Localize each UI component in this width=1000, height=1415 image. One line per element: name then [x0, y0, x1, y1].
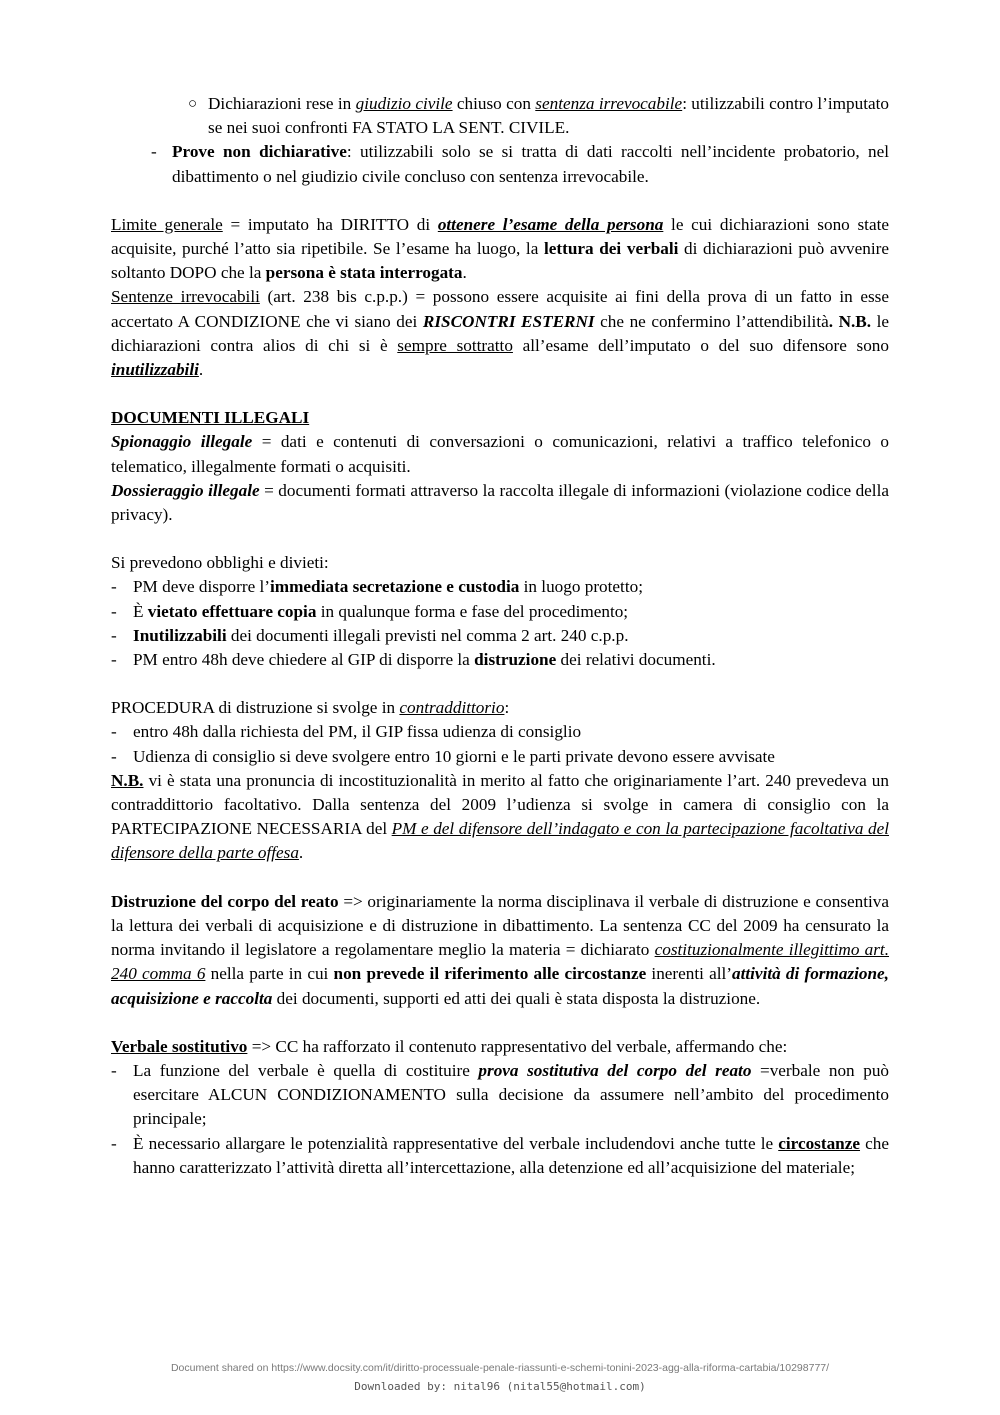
dash-bullet-icon: - — [151, 142, 157, 162]
list-item: - È necessario allargare le potenzialità rappresentative del verbale includendovi anche tutte le circostanze che hanno caratterizzato l’attività diretta all’intercettazione, alla detenzione ed all’acquisizione del materiale; — [111, 1133, 889, 1177]
dash-bullet-icon: - — [111, 577, 117, 597]
footer-downloaded-by: Downloaded by: nital96 (nital55@hotmail.com) — [354, 1380, 646, 1393]
list-item: ○ Dichiarazioni rese in giudizio civile chiuso con sentenza irrevocabile: utilizzabili contro l’imputato se nei suoi confronti FA STATO LA SENT. CIVILE. — [188, 94, 889, 138]
dash-bullet-icon: - — [111, 601, 117, 621]
document-page — [111, 92, 889, 1180]
paragraph-procedura: PROCEDURA di distruzione si svolge in contraddittorio: — [111, 698, 510, 718]
section-heading: DOCUMENTI ILLEGALI — [111, 408, 310, 428]
dash-bullet-icon: - — [111, 722, 117, 742]
list-item: - PM deve disporre l’immediata secretazione e custodia in luogo protetto; — [111, 575, 889, 599]
paragraph-nb: N.B. vi è stata una pronuncia di incostituzionalità in merito al fatto che originariamente l’art. 240 prevedeva un contraddittorio facoltativo. Dalla sentenza del 2009 l’udienza si svolge in camera di consiglio con la PARTECIPAZIONE NECESSARIA del PM e del difensore dell’indagato e con la partecipazione facoltativa del difensore della parte offesa. — [111, 770, 890, 863]
paragraph-spionaggio: Spionaggio illegale = dati e contenuti di conversazioni o comunicazioni, relativi a traffico telefonico o telematico, illegalmente formati o acquisiti. — [111, 432, 889, 476]
paragraph-obblighi-intro: Si prevedono obblighi e divieti: — [111, 553, 329, 573]
list-item: - Udienza di consiglio si deve svolgere entro 10 giorni e le parti private devono essere avvisate — [111, 745, 889, 769]
circle-bullet-icon: ○ — [188, 96, 198, 112]
dash-bullet-icon: - — [111, 1060, 117, 1080]
dash-bullet-icon: - — [111, 746, 117, 766]
list-item: - Prove non dichiarative: utilizzabili solo se si tratta di dati raccolti nell’incidente probatorio, nel dibattimento o nel giudizio civile concluso con sentenza irrevocabile. — [151, 142, 889, 186]
list-item: - È vietato effettuare copia in qualunque forma e fase del procedimento; — [111, 600, 889, 624]
list-item: - Inutilizzabili dei documenti illegali previsti nel comma 2 art. 240 c.p.p. — [111, 624, 889, 648]
paragraph-verbale: Verbale sostitutivo => CC ha rafforzato il contenuto rappresentativo del verbale, affermando che: — [111, 1036, 788, 1056]
paragraph-dossieraggio: Dossieraggio illegale = documenti formati attraverso la raccolta illegale di informazioni (violazione codice della privacy). — [111, 480, 889, 525]
dash-bullet-icon: - — [111, 1133, 117, 1153]
paragraph-limite-generale: Limite generale = imputato ha DIRITTO di ottenere l’esame della persona le cui dichiarazioni sono state acquisite, purché l’atto sia ripetibile. Se l’esame ha luogo, la lettura dei verbali di dichiarazioni può avvenire soltanto DOPO che la persona è stata interrogata. — [111, 214, 889, 283]
dash-bullet-icon: - — [111, 650, 117, 670]
list-item: - La funzione del verbale è quella di costituire prova sostitutiva del corpo del reato =verbale non può esercitare ALCUN CONDIZIONAMENTO sulla decisione da assumere nell’ambito del procedimento principale; — [111, 1060, 890, 1129]
paragraph-sentenze-irrevocabili: Sentenze irrevocabili (art. 238 bis c.p.p.) = possono essere acquisite ai fini della prova di un fatto in esse accertato A CONDIZIONE che vi siano dei RISCONTRI ESTERNI che ne confermino l’attendibilità. N.B. le dichiarazioni contra alios di chi si è sempre sottratto all’esame dell’imputato o del suo difensore sono inutilizzabili. — [111, 287, 890, 380]
list-item: - entro 48h dalla richiesta del PM, il GIP fissa udienza di consiglio — [111, 720, 889, 744]
list-item: - PM entro 48h deve chiedere al GIP di disporre la distruzione dei relativi documenti. — [111, 648, 889, 672]
footer-shared-link[interactable]: Document shared on https://www.docsity.com/it/diritto-processuale-penale-riassunti-e-schemi-tonini-2023-agg-alla-riforma-cartabia/10298777/ — [170, 1362, 830, 1374]
dash-bullet-icon: - — [111, 625, 117, 645]
paragraph-distruzione: Distruzione del corpo del reato => originariamente la norma disciplinava il verbale di distruzione e consentiva la lettura dei verbali di acquisizione e di distruzione in dibattimento. La sentenza CC del 2009 ha censurato la norma invitando il legislatore a regolamentare meglio la materia = dichiarato costituzionalmente illegittimo art. 240 comma 6 nella parte in cui non prevede il riferimento alle circostanze inerenti all’attività di formazione, acquisizione e raccolta dei documenti, supporti ed atti dei quali è stata disposta la distruzione. — [111, 891, 890, 1008]
